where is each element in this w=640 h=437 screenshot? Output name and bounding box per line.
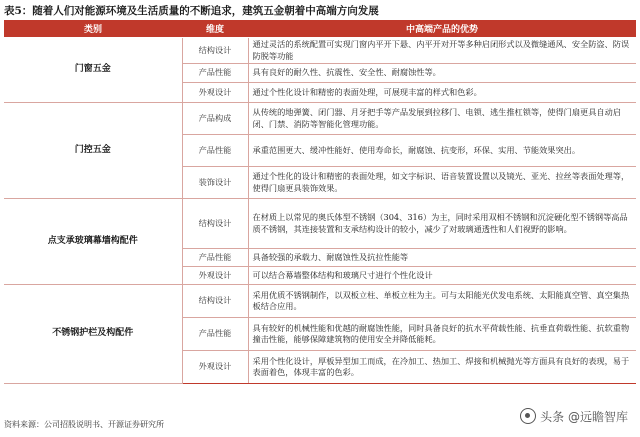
advantage-cell: 可以结合幕墙整体结构和玻璃尺寸进行个性化设计 (248, 267, 636, 285)
table-header-row (4, 20, 636, 38)
advantage-cell: 在材质上以常见的奥氏体型不锈钢（304、316）为主，同时采用双相不锈钢和沉淀硬化型不锈钢等高品质不锈钢，其连接装置和支承结构设计的较小，减少了对玻璃通透性和人们视野的影响。 (248, 199, 636, 249)
header-category: 类别 (4, 20, 182, 38)
table-row (4, 103, 636, 135)
data-table (4, 20, 636, 384)
source-note: 资料来源：公司招股说明书、开源证券研究所 (4, 420, 164, 429)
dimension-cell: 产品性能 (182, 135, 248, 167)
dimension-cell: 结构设计 (182, 285, 248, 318)
advantage-cell: 具有较好的机械性能和优越的耐腐蚀性能，同时具备良好的抗水平荷载性能、抗垂直荷载性能、抗软重物撞击性能，能够保障建筑物的使用安全并降低能耗。 (248, 318, 636, 351)
dimension-cell: 外观设计 (182, 267, 248, 285)
category-cell: 点支承玻璃幕墙构配件 (4, 199, 182, 285)
dimension-cell: 外观设计 (182, 351, 248, 384)
advantage-cell: 通过个性化设计和精密的表面处理，可展现丰富的样式和色彩。 (248, 83, 636, 103)
category-cell: 门窗五金 (4, 38, 182, 103)
dimension-cell: 产品性能 (182, 249, 248, 267)
advantage-cell: 从传统的地弹簧、闭门器、月牙把手等产品发展到拉移门、电锁、逃生推杠锁等，使得门扇更具自动启闭、门禁、消防等智能化管理功能。 (248, 103, 636, 135)
advantage-cell: 通过灵活的系统配置可实现门窗内平开下悬、内平开对开等多种启闭形式以及微缝通风、安全防盗、防误防脱等功能 (248, 38, 636, 64)
advantage-cell: 承重范围更大、缓冲性能好、使用寿命长，耐腐蚀、抗变形，环保、实用、节能效果突出。 (248, 135, 636, 167)
table-row (4, 285, 636, 318)
advantage-cell: 采用个性化设计，厚板异型加工而成，在冷加工、热加工、焊接和机械抛光等方面具有良好的表现，易于表面着色，体现丰富的色彩。 (248, 351, 636, 384)
dimension-cell: 结构设计 (182, 199, 248, 249)
advantage-cell: 具备较强的承载力、耐腐蚀性及抗拉性能等 (248, 249, 636, 267)
dimension-cell: 产品性能 (182, 318, 248, 351)
table-row (4, 199, 636, 249)
watermark (520, 405, 628, 427)
advantage-cell: 通过个性化的设计和精密的表面处理，如文字标识、语音装置设置以及镜光、亚光、拉丝等表面处理等，使得门扇更具装饰效果。 (248, 167, 636, 199)
category-cell: 门控五金 (4, 103, 182, 199)
advantage-cell: 采用优质不锈钢制作，以双板立柱、单板立柱为主。可与太阳能光伏发电系统、太阳能真空管、真空集热板结合应用。 (248, 285, 636, 318)
category-cell: 不锈钢护栏及构配件 (4, 285, 182, 384)
dimension-cell: 产品构成 (182, 103, 248, 135)
dimension-cell: 外观设计 (182, 83, 248, 103)
dimension-cell: 结构设计 (182, 38, 248, 64)
advantage-cell: 具有良好的耐久性、抗震性、安全性、耐腐蚀性等。 (248, 64, 636, 83)
watermark-text: 头条 @远瞻智库 (540, 409, 628, 424)
table-title: 表5：随着人们对能源环境及生活质量的不断追求，建筑五金朝着中高端方向发展 (4, 5, 379, 17)
table-row (4, 38, 636, 64)
header-dimension: 维度 (182, 20, 248, 38)
target-logo-icon (520, 408, 536, 424)
dimension-cell: 产品性能 (182, 64, 248, 83)
header-advantage: 中高端产品的优势 (248, 20, 636, 38)
dimension-cell: 装饰设计 (182, 167, 248, 199)
